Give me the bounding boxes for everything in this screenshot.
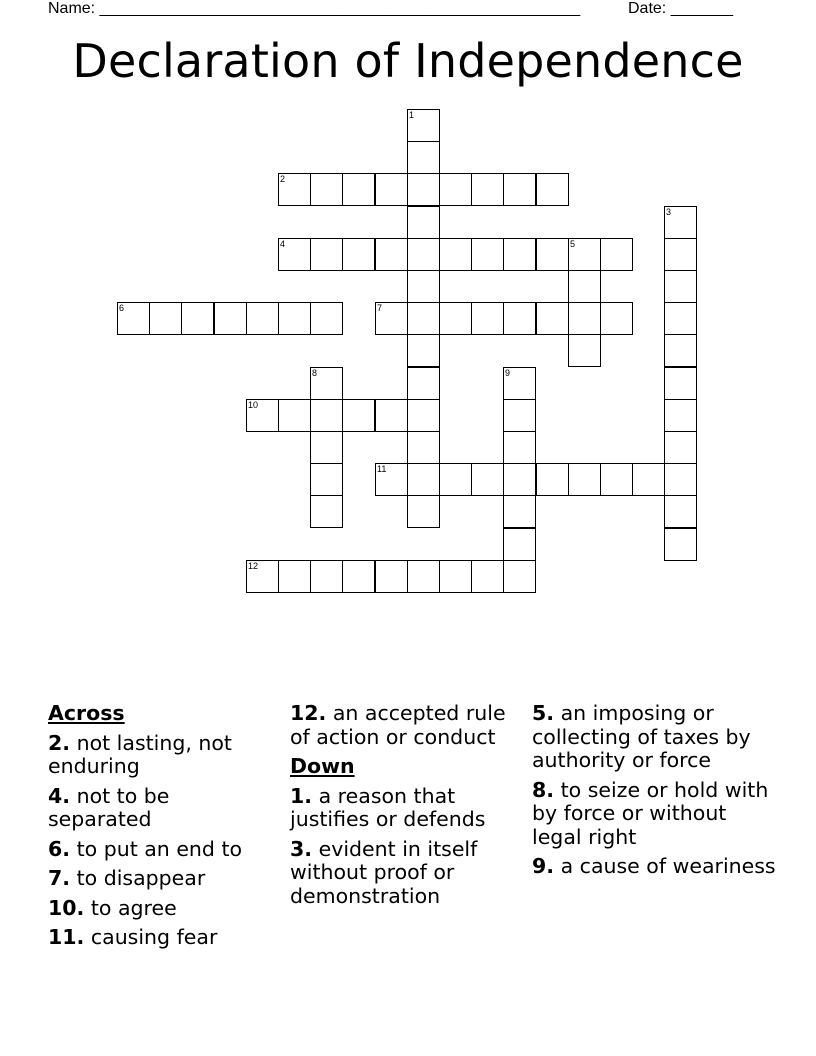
- crossword-cell[interactable]: [568, 463, 601, 496]
- crossword-cell[interactable]: [407, 206, 440, 239]
- cell-number: 4: [280, 239, 286, 249]
- crossword-cell[interactable]: [439, 238, 472, 271]
- crossword-cell[interactable]: [664, 302, 697, 335]
- crossword-cell[interactable]: [310, 367, 343, 400]
- crossword-cell[interactable]: [664, 270, 697, 303]
- crossword-cell[interactable]: [342, 173, 375, 206]
- clue-number: 4.: [48, 783, 71, 808]
- crossword-cell[interactable]: [278, 173, 311, 206]
- crossword-cell[interactable]: [246, 399, 279, 432]
- crossword-cell[interactable]: [536, 238, 569, 271]
- crossword-cell[interactable]: [568, 270, 601, 303]
- crossword-cell[interactable]: [342, 238, 375, 271]
- clue-text: causing fear: [90, 925, 218, 949]
- across-heading: Across: [48, 701, 125, 725]
- clue-number: 10.: [48, 895, 85, 920]
- clue-down-5: [532, 702, 777, 773]
- crossword-cell[interactable]: [310, 302, 343, 335]
- crossword-cell[interactable]: [407, 560, 440, 593]
- clue-text: an accepted rule of action or conduct: [290, 701, 506, 749]
- crossword-cell[interactable]: [407, 334, 440, 367]
- clue-across-10: [48, 897, 278, 921]
- crossword-cell[interactable]: [439, 560, 472, 593]
- crossword-cell[interactable]: [407, 431, 440, 464]
- crossword-cell[interactable]: [536, 173, 569, 206]
- crossword-cell[interactable]: [310, 431, 343, 464]
- clue-down-1: [290, 785, 520, 832]
- crossword-cell[interactable]: [664, 334, 697, 367]
- crossword-cell[interactable]: [632, 463, 665, 496]
- crossword-cell[interactable]: [407, 173, 440, 206]
- clue-across-4: [48, 785, 278, 832]
- crossword-cell[interactable]: [503, 528, 536, 561]
- clue-text: evident in itself without proof or demonstration: [290, 836, 478, 908]
- crossword-cell[interactable]: [664, 463, 697, 496]
- crossword-cell[interactable]: [536, 463, 569, 496]
- clue-text: a cause of weariness: [560, 854, 776, 878]
- clue-text: a reason that justifies or defends: [290, 783, 486, 831]
- clue-number: 3.: [290, 836, 313, 861]
- crossword-cell[interactable]: [407, 367, 440, 400]
- crossword-cell[interactable]: [278, 302, 311, 335]
- cell-number: 3: [666, 207, 672, 217]
- clue-text: not lasting, not enduring: [48, 730, 232, 778]
- clue-number: 12.: [290, 701, 327, 725]
- clue-number: 6.: [48, 836, 71, 861]
- crossword-cell[interactable]: [503, 463, 536, 496]
- crossword-cell[interactable]: [342, 560, 375, 593]
- crossword-cell[interactable]: [246, 560, 279, 593]
- clues-column-1: [48, 702, 278, 956]
- crossword-cell[interactable]: [246, 302, 279, 335]
- crossword-cell[interactable]: [600, 238, 633, 271]
- crossword-cell[interactable]: [664, 367, 697, 400]
- clue-down-8: [532, 779, 777, 850]
- cell-number: 2: [280, 174, 286, 184]
- crossword-cell[interactable]: [375, 302, 408, 335]
- crossword-cell[interactable]: [503, 238, 536, 271]
- clue-text: an imposing or collecting of taxes by authority or force: [532, 701, 751, 772]
- crossword-cell[interactable]: [503, 399, 536, 432]
- crossword-cell[interactable]: [503, 173, 536, 206]
- crossword-cell[interactable]: [375, 173, 408, 206]
- crossword-cell[interactable]: [407, 109, 440, 142]
- crossword-cell[interactable]: [471, 173, 504, 206]
- page-title: Declaration of Independence: [72, 34, 744, 88]
- clue-number: 2.: [48, 730, 71, 755]
- clues-column-2: [290, 702, 520, 914]
- crossword-cell[interactable]: [664, 238, 697, 271]
- crossword-cell[interactable]: [471, 238, 504, 271]
- crossword-cell[interactable]: [407, 270, 440, 303]
- cell-number: 5: [570, 239, 576, 249]
- crossword-cell[interactable]: [568, 302, 601, 335]
- crossword-cell[interactable]: [471, 302, 504, 335]
- crossword-cell[interactable]: [503, 560, 536, 593]
- clue-down-9: [532, 855, 777, 879]
- crossword-cell[interactable]: [503, 431, 536, 464]
- clue-across-11: [48, 926, 278, 950]
- crossword-cell[interactable]: [568, 238, 601, 271]
- crossword-cell[interactable]: [503, 367, 536, 400]
- crossword-cell[interactable]: [407, 238, 440, 271]
- crossword-cell[interactable]: [664, 206, 697, 239]
- crossword-cell[interactable]: [278, 238, 311, 271]
- crossword-cell[interactable]: [503, 495, 536, 528]
- crossword-cell[interactable]: [664, 495, 697, 528]
- clue-across-12: [290, 702, 520, 749]
- crossword-cell[interactable]: [503, 302, 536, 335]
- crossword-cell[interactable]: [471, 560, 504, 593]
- clue-number: 5.: [532, 701, 555, 725]
- cell-number: 7: [377, 303, 383, 313]
- crossword-cell[interactable]: [342, 399, 375, 432]
- name-field-label: Name: ______________________________________________________: [48, 0, 581, 17]
- crossword-cell[interactable]: [310, 399, 343, 432]
- crossword-cell[interactable]: [278, 399, 311, 432]
- crossword-cell[interactable]: [664, 399, 697, 432]
- clue-text: to agree: [90, 895, 177, 920]
- down-heading: Down: [290, 754, 355, 778]
- crossword-cell[interactable]: [407, 463, 440, 496]
- clue-number: 9.: [532, 854, 555, 878]
- crossword-cell[interactable]: [214, 302, 247, 335]
- crossword-cell[interactable]: [600, 463, 633, 496]
- crossword-cell[interactable]: [407, 141, 440, 174]
- crossword-cell[interactable]: [375, 463, 408, 496]
- crossword-cell[interactable]: [375, 399, 408, 432]
- crossword-cell[interactable]: [310, 173, 343, 206]
- clue-down-3: [290, 838, 520, 909]
- crossword-cell[interactable]: [664, 528, 697, 561]
- crossword-cell[interactable]: [310, 463, 343, 496]
- crossword-cell[interactable]: [278, 560, 311, 593]
- crossword-cell[interactable]: [568, 334, 601, 367]
- clue-text: not to be separated: [48, 783, 170, 831]
- crossword-cell[interactable]: [181, 302, 214, 335]
- crossword-cell[interactable]: [375, 238, 408, 271]
- clue-text: to disappear: [76, 866, 206, 890]
- crossword-cell[interactable]: [149, 302, 182, 335]
- cell-number: 10: [248, 400, 259, 410]
- crossword-cell[interactable]: [310, 560, 343, 593]
- crossword-cell[interactable]: [310, 495, 343, 528]
- cell-number: 8: [312, 368, 318, 378]
- crossword-cell[interactable]: [407, 399, 440, 432]
- crossword-cell[interactable]: [310, 238, 343, 271]
- cell-number: 12: [248, 561, 259, 571]
- crossword-cell[interactable]: [407, 302, 440, 335]
- cell-number: 11: [377, 464, 387, 474]
- clue-number: 11.: [48, 925, 85, 949]
- cell-number: 1: [409, 110, 415, 120]
- clues-column-3: [532, 702, 777, 885]
- clue-number: 7.: [48, 866, 71, 890]
- cell-number: 6: [119, 303, 125, 313]
- crossword-cell[interactable]: [117, 302, 150, 335]
- crossword-cell[interactable]: [536, 302, 569, 335]
- crossword-cell[interactable]: [471, 463, 504, 496]
- crossword-cell[interactable]: [600, 302, 633, 335]
- clue-across-2: [48, 732, 278, 779]
- clue-across-7: [48, 867, 278, 891]
- crossword-cell[interactable]: [439, 463, 472, 496]
- crossword-cell[interactable]: [439, 302, 472, 335]
- crossword-cell[interactable]: [439, 173, 472, 206]
- crossword-cell[interactable]: [664, 431, 697, 464]
- crossword-cell[interactable]: [407, 495, 440, 528]
- clue-text: to put an end to: [76, 836, 243, 861]
- date-field-label: Date: _______: [628, 0, 733, 17]
- clue-text: to seize or hold with by force or without legal right: [532, 777, 769, 849]
- clue-number: 8.: [532, 777, 555, 802]
- cell-number: 9: [505, 368, 511, 378]
- clue-across-6: [48, 838, 278, 862]
- crossword-cell[interactable]: [375, 560, 408, 593]
- clue-number: 1.: [290, 783, 313, 808]
